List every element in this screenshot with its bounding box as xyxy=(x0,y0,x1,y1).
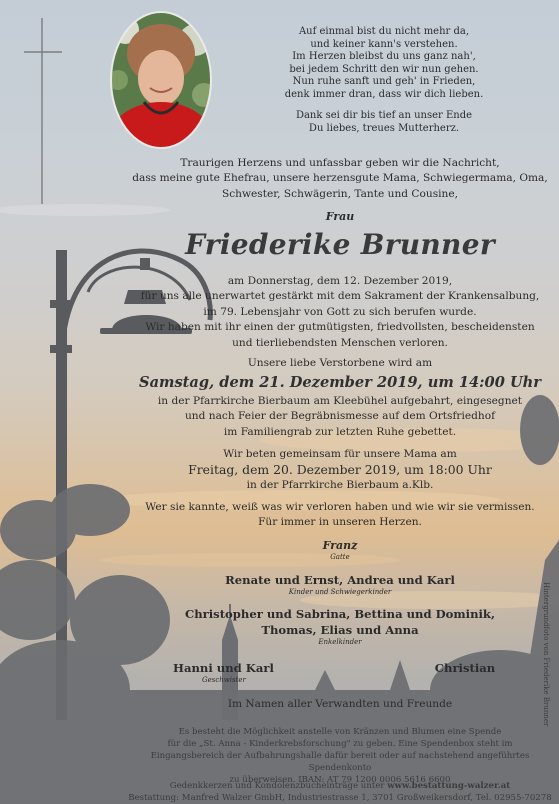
funeral-intro-text: Unsere liebe Verstorbene wird am xyxy=(247,357,433,369)
mourner-role: Enkelkinder xyxy=(318,638,362,646)
donation-line: für die „St. Anna - Kinderkrebsforschung" zu geben. Eine Spendenbox steht im xyxy=(167,739,513,749)
death-line: am Donnerstag, dem 12. Dezember 2019, xyxy=(227,275,453,287)
mourner-name: Franz xyxy=(322,539,358,552)
mourner-role: Geschwister xyxy=(202,676,246,684)
mourner-children xyxy=(120,572,559,597)
mourner-role: Kinder und Schwiegerkinder xyxy=(288,588,392,596)
announcement-line: dass meine gute Ehefrau, unsere herzensgute Mama, Schwiegermama, Oma, xyxy=(132,172,548,185)
mourner-husband xyxy=(120,539,559,562)
condolence-link[interactable]: www.bestattung-walzer.at xyxy=(387,781,511,791)
deceased-name: Friederike Brunner xyxy=(185,228,495,261)
title-block xyxy=(120,210,559,223)
announcement-line: Schwester, Schwägerin, Tante und Cousine, xyxy=(221,187,459,200)
mourner-name: Christopher und Sabrina, Bettina und Dominik, xyxy=(185,607,495,621)
condolence-block xyxy=(120,780,559,804)
mourner-name: Hanni und Karl xyxy=(173,661,274,675)
poem-line: und keiner kann's verstehen. xyxy=(310,38,458,50)
name-block xyxy=(120,228,559,262)
poem-line: Im Herzen bleibst du uns ganz nah', xyxy=(292,51,476,63)
announcement-line: Traurigen Herzens und unfassbar geben wir die Nachricht, xyxy=(180,157,500,169)
donation-block xyxy=(120,726,559,786)
death-line: für uns alle unerwartet gestärkt mit dem Sakrament der Krankensalbung, xyxy=(140,290,540,303)
mourner-name: Christian xyxy=(434,661,496,675)
funeral-line: im Familiengrab zur letzten Ruhe gebettet. xyxy=(223,425,457,438)
poem-line: Auf einmal bist du nicht mehr da, xyxy=(298,26,470,37)
poem-line: Nun ruhe sanft und geh' in Frieden, xyxy=(292,76,476,88)
condolence-prefix: Gedenkkerzen und Kondolenzbucheinträge unter xyxy=(169,781,388,791)
funeral-line: in der Pfarrkirche Bierbaum am Kleebühel aufgebahrt, eingesegnet xyxy=(157,395,523,407)
prayer-block xyxy=(120,447,559,494)
condolence-line xyxy=(120,780,559,792)
prayer-intro: Wir beten gemeinsam für unsere Mama am xyxy=(223,448,457,460)
poem-closing xyxy=(262,110,506,135)
poem-line: Dank sei dir bis tief an unser Ende xyxy=(295,110,473,121)
cross-icon xyxy=(24,18,62,204)
death-line: Wir haben mit ihr einen der gutmütigsten, friedvollsten, bescheidensten xyxy=(145,321,535,334)
honorific: Frau xyxy=(325,210,355,223)
quote-line: Wer sie kannte, weiß was wir verloren haben und wie wir sie vermissen. xyxy=(145,501,535,513)
death-line: im 79. Lebensjahr von Gott zu sich berufen wurde. xyxy=(203,305,477,318)
mourner-other xyxy=(420,660,510,676)
mourner-name: Renate und Ernst, Andrea und Karl xyxy=(225,573,455,587)
quote-block xyxy=(120,500,559,531)
funeral-details xyxy=(120,394,559,440)
death-notice xyxy=(120,274,559,351)
funeral-date-block xyxy=(120,373,559,393)
mourner-grandchildren xyxy=(120,606,559,647)
relatives-text: Im Namen aller Verwandten und Freunde xyxy=(227,698,453,710)
funeral-line: und nach Feier der Begräbnismesse auf dem Ortsfriedhof xyxy=(184,410,496,423)
donation-line: Eingangsbereich der Aufbahrungshalle dafür bereit oder auf nachstehend angeführtes Spendenkonto xyxy=(150,751,530,773)
undertaker-info: Bestattung: Manfred Walzer GmbH, Industriestrasse 1, 3701 Großweikersdorf, Tel. 02955-70278 xyxy=(128,793,552,803)
poem-line: bei jedem Schritt den wir nun gehen. xyxy=(289,63,479,75)
poem-line: denk immer dran, dass wir dich lieben. xyxy=(284,88,484,100)
prayer-place: in der Pfarrkirche Bierbaum a.Klb. xyxy=(246,479,434,492)
mourner-siblings xyxy=(160,660,310,685)
mourner-name: Thomas, Elias und Anna xyxy=(261,623,419,637)
prayer-date: Freitag, dem 20. Dezember 2019, um 18:00 Uhr xyxy=(188,462,492,478)
announcement-block xyxy=(120,156,559,202)
donation-line: zu überweisen. IBAN: AT 79 1200 0006 5616 6600 xyxy=(229,775,451,785)
funeral-intro xyxy=(120,356,559,371)
poem-line: Du liebes, treues Mutterherz. xyxy=(308,122,460,134)
photo-credit: Hintergrundfoto von Friederike Brunner xyxy=(542,582,550,727)
death-line: und tierliebendsten Menschen verloren. xyxy=(232,336,448,349)
mourner-role: Gatte xyxy=(330,553,350,561)
quote-line: Für immer in unseren Herzen. xyxy=(258,516,422,529)
funeral-date: Samstag, dem 21. Dezember 2019, um 14:00 Uhr xyxy=(139,374,541,391)
poem-block xyxy=(262,26,506,102)
relatives-line xyxy=(120,697,559,712)
donation-line: Es besteht die Möglichkeit anstelle von Kränzen und Blumen eine Spende xyxy=(178,727,502,737)
